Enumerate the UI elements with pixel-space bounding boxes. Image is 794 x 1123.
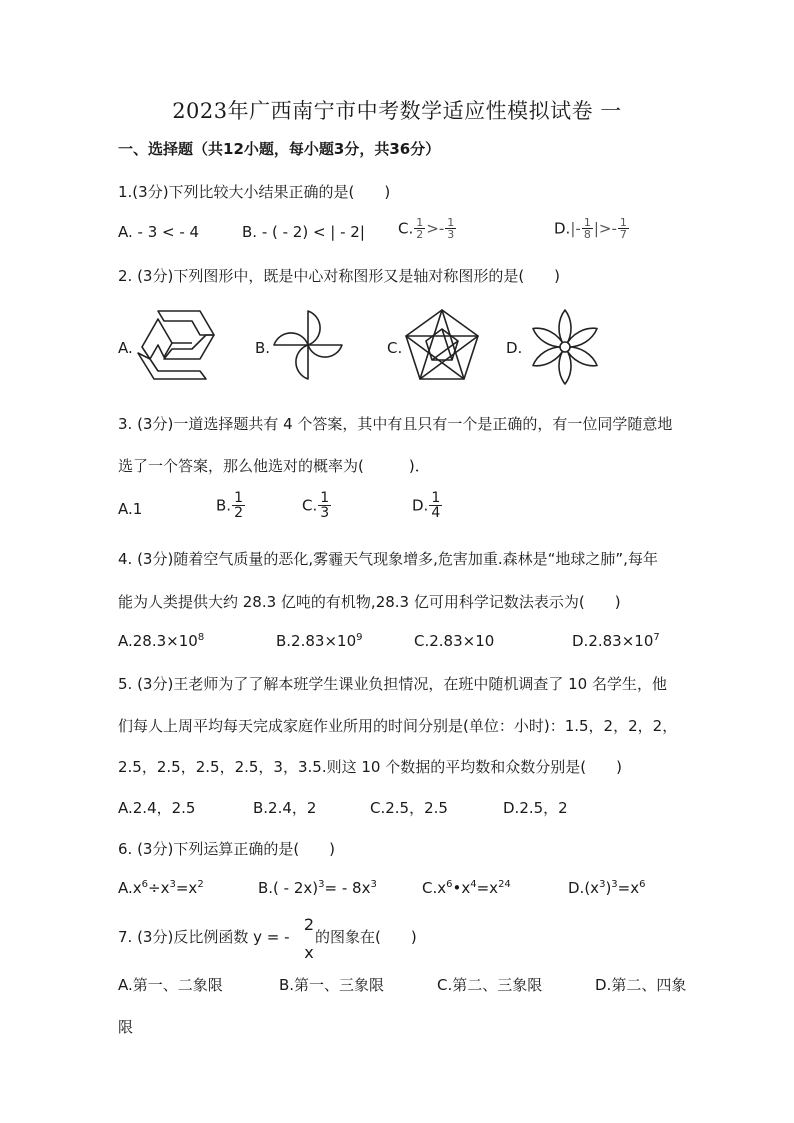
- q5-option-c: C.2.5，2.5: [370, 799, 448, 817]
- question-3-stem-line1: 3. (3分)一道选择题共有 4 个答案，其中有且只有一个是正确的，有一位同学随意地: [118, 415, 673, 433]
- q6-option-b: $B.( - 2x)^3= - 8x^3$: [258, 879, 377, 897]
- figure-c-pentagon-star: [403, 307, 481, 383]
- figure-d-flower: [525, 307, 605, 387]
- question-4-stem-line2: 能为人类提供大约 28.3 亿吨的有机物,28.3 亿可用科学记数法表示为( ): [118, 593, 621, 611]
- question-7-stem-pre: 7. (3分)反比例函数 y = -: [118, 928, 290, 946]
- question-2-stem: 2. (3分)下列图形中，既是中心对称图形又是轴对称图形的是( ): [118, 267, 561, 285]
- q5-option-b: B.2.4，2: [253, 799, 317, 817]
- q2-option-d-label: D.: [506, 339, 523, 357]
- q6-option-c: $C.x^6•x^4=x^{24}$: [422, 879, 511, 897]
- question-3-stem-line2: 选了一个答案，那么他选对的概率为( )．: [118, 457, 430, 475]
- q5-option-a: A.2.4，2.5: [118, 799, 196, 817]
- q4-option-d: $D.2.83\times 10^7$: [572, 632, 660, 650]
- q7-option-d: D.第二、四象: [595, 976, 687, 994]
- q7-fraction-denominator: x: [304, 943, 314, 962]
- q1-option-c: C. $\frac{1}{2}$ >- $\frac{1}{3}$: [398, 216, 455, 241]
- q3-option-a: A.1: [118, 500, 143, 518]
- q2-option-a-label: A.: [118, 339, 133, 357]
- q3-option-b: B. $\frac{1}{2}$: [216, 490, 243, 521]
- q7-option-a: A.第一、二象限: [118, 976, 223, 994]
- figure-b-pinwheel: [270, 307, 346, 383]
- question-4-stem-line1: 4. (3分)随着空气质量的恶化,雾霾天气现象增多,危害加重.森林是“地球之肺”,每年: [118, 550, 658, 568]
- q4-option-b: $B.2.83\times 10^9$: [276, 632, 363, 650]
- q7-option-c: C.第二、三象限: [437, 976, 543, 994]
- question-5-stem-line3: 2.5，2.5，2.5，2.5，3，3.5.则这 10 个数据的平均数和众数分别是( ): [118, 758, 622, 776]
- question-7-stem-post: 的图象在( ): [315, 928, 417, 946]
- q3-option-d: D. $\frac{1}{4}$: [412, 490, 441, 521]
- q1-option-d: D.|- $\frac{1}{8}$ |>- $\frac{1}{7}$: [554, 216, 627, 241]
- q4-option-a: $A.28.3\times 10^8$: [118, 632, 205, 650]
- q2-option-b-label: B.: [255, 339, 271, 357]
- figure-a-trapezoids: [136, 307, 220, 383]
- q5-option-d: D.2.5，2: [503, 799, 568, 817]
- q7-option-b: B.第一、三象限: [279, 976, 385, 994]
- q3-option-c: C. $\frac{1}{3}$: [302, 490, 330, 521]
- q7-option-d-wrap: 限: [118, 1018, 134, 1036]
- question-1-stem: 1.(3分)下列比较大小结果正确的是( ): [118, 183, 391, 201]
- q2-option-c-label: C.: [387, 339, 403, 357]
- q6-option-a: $A.x^6\div x^3=x^2$: [118, 879, 204, 897]
- question-5-stem-line2: 们每人上周平均每天完成家庭作业所用的时间分别是(单位：小时)：1.5，2，2，2，: [118, 717, 678, 735]
- question-6-stem: 6. (3分)下列运算正确的是( ): [118, 840, 336, 858]
- question-5-stem-line1: 5. (3分)王老师为了了解本班学生课业负担情况，在班中随机调查了 10 名学生，他: [118, 675, 667, 693]
- q6-option-d: $D.(x^3)^3=x^6$: [568, 879, 646, 897]
- section-heading: 一、选择题（共12小题，每小题3分，共36分）: [118, 140, 441, 158]
- page-title: 2023年广西南宁市中考数学适应性模拟试卷 一: [172, 99, 622, 123]
- q4-option-c: C.2.83×10: [414, 632, 495, 650]
- q1-option-b: B. - ( - 2) < | - 2|: [242, 223, 365, 241]
- q1-option-a: A. - 3 < - 4: [118, 223, 200, 241]
- q7-fraction-numerator: 2: [303, 915, 315, 934]
